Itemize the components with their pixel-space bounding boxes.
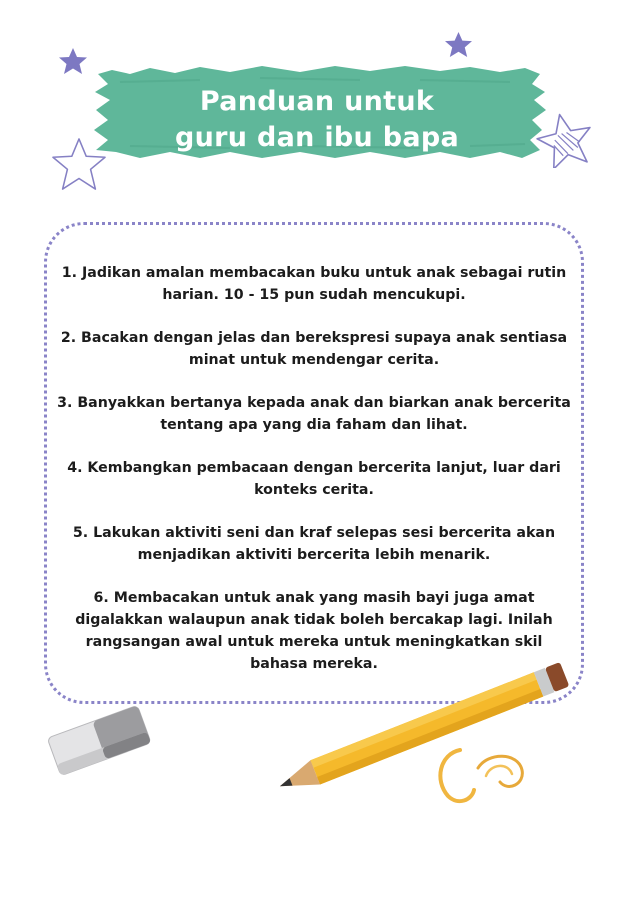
tip-item-4: 4. Kembangkan pembacaan dengan bercerita lanjut, luar dari konteks cerita.: [67, 460, 561, 498]
tips-list: [50, 262, 578, 696]
pencil-shavings-icon: [430, 740, 530, 820]
tip-item-5: 5. Lakukan aktiviti seni dan kraf selepas sesi bercerita akan menjadikan aktiviti bercerita lebih menarik.: [72, 525, 556, 563]
page-title: [100, 84, 534, 156]
star-icon: [58, 47, 88, 75]
tip-item-1: 1. Jadikan amalan membacakan buku untuk anak sebagai rutin harian. 10 - 15 pun sudah mencukupi.: [61, 265, 567, 303]
title-line-2: guru dan ibu bapa: [174, 122, 460, 153]
eraser-icon: [40, 690, 160, 785]
tip-item-3: 3. Banyakkan bertanya kepada anak dan biarkan anak bercerita tentang apa yang dia faham dan lihat.: [57, 395, 571, 433]
tip-item-2: 2. Bacakan dengan jelas dan berekspresi supaya anak sentiasa minat untuk mendengar cerita.: [60, 330, 568, 368]
star-icon: [444, 31, 473, 58]
star-outline-icon: [535, 112, 595, 168]
pencil-icon: [255, 660, 585, 800]
tip-item-6: 6. Membacakan untuk anak yang masih bayi juga amat digalakkan walaupun anak tidak boleh bercakap lagi. Inilah rangsangan awal untuk mereka untuk meningkatkan skil bahasa mereka.: [75, 590, 553, 672]
title-line-1: Panduan untuk: [199, 86, 435, 117]
star-outline-icon: [50, 137, 108, 191]
